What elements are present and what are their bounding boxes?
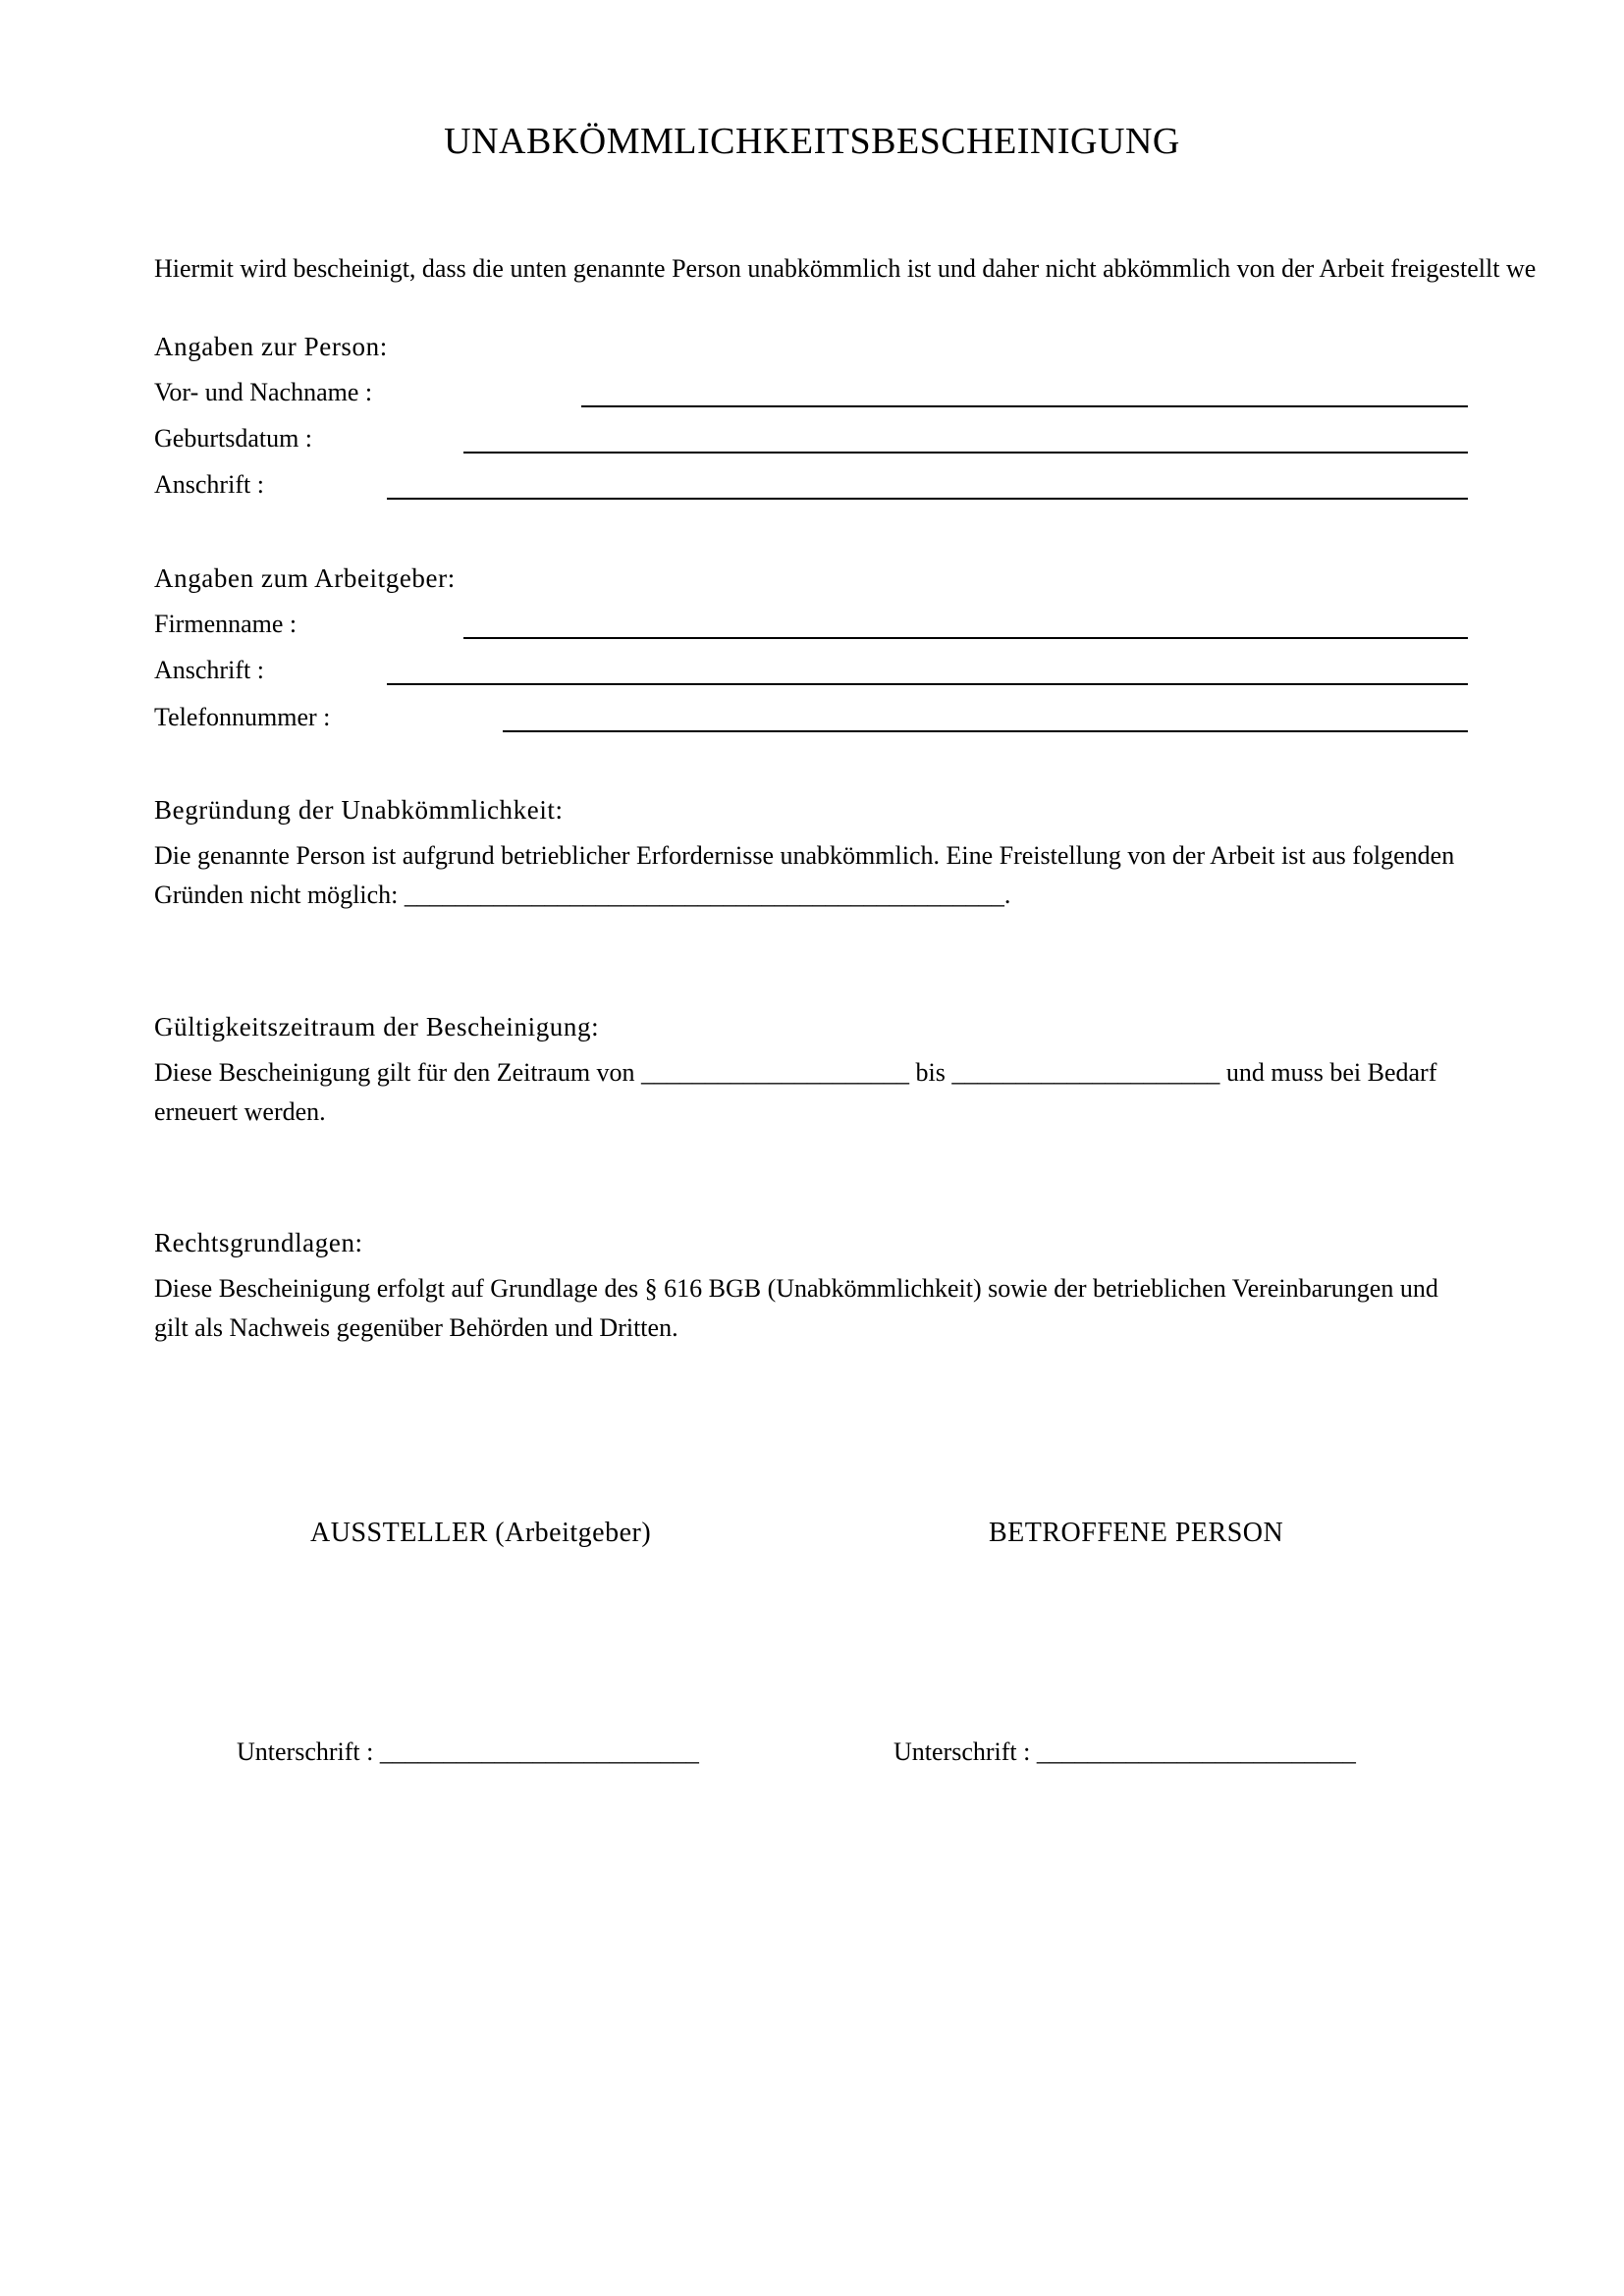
employer-address-label: Anschrift : <box>154 656 264 684</box>
issuer-heading: AUSSTELLER (Arbeitgeber) <box>310 1518 652 1548</box>
birthdate-label: Geburtsdatum : <box>154 424 313 453</box>
legal-section-heading: Rechtsgrundlagen: <box>154 1228 363 1257</box>
employer-section-heading: Angaben zum Arbeitgeber: <box>154 563 456 593</box>
phone-label: Telefonnummer : <box>154 703 331 731</box>
legal-paragraph: Diese Bescheinigung erfolgt auf Grundlage des § 616 BGB (Unabkömmlichkeit) sowie der betrieblichen Vereinbarungen und gilt als Nachweis gegenüber Behörden und Dritten. <box>154 1274 1438 1342</box>
birthdate-field[interactable] <box>463 452 1468 454</box>
validity-paragraph: Diese Bescheinigung gilt für den Zeitraum von _____________________ bis _____________________ und muss bei Bedarf erneuert werden. <box>154 1058 1437 1126</box>
person-address-label: Anschrift : <box>154 470 264 499</box>
intro-text: Hiermit wird bescheinigt, dass die unten genannte Person unabkömmlich ist und daher nicht abkömmlich von der Arbeit freigestellt we <box>154 254 1537 283</box>
name-label: Vor- und Nachname : <box>154 378 373 406</box>
issuer-signature-field[interactable]: Unterschrift : _________________________ <box>237 1737 699 1766</box>
document-title: UNABKÖMMLICHKEITSBESCHEINIGUNG <box>444 121 1180 162</box>
person-signature-field[interactable]: Unterschrift : _________________________ <box>893 1737 1356 1766</box>
reason-section-heading: Begründung der Unabkömmlichkeit: <box>154 795 564 825</box>
validity-section-heading: Gültigkeitszeitraum der Bescheinigung: <box>154 1012 600 1041</box>
reason-paragraph: Die genannte Person ist aufgrund betrieblicher Erfordernisse unabkömmlich. Eine Freistellung von der Arbeit ist aus folgenden Gründen nicht möglich: _______________________________________________. <box>154 841 1455 909</box>
person-section-heading: Angaben zur Person: <box>154 332 388 361</box>
company-label: Firmenname : <box>154 610 298 638</box>
employer-address-field[interactable] <box>387 683 1468 685</box>
phone-field[interactable] <box>503 730 1468 732</box>
person-signature-heading: BETROFFENE PERSON <box>989 1518 1284 1548</box>
company-field[interactable] <box>463 637 1468 639</box>
person-address-field[interactable] <box>387 498 1468 500</box>
name-field[interactable] <box>581 405 1468 407</box>
